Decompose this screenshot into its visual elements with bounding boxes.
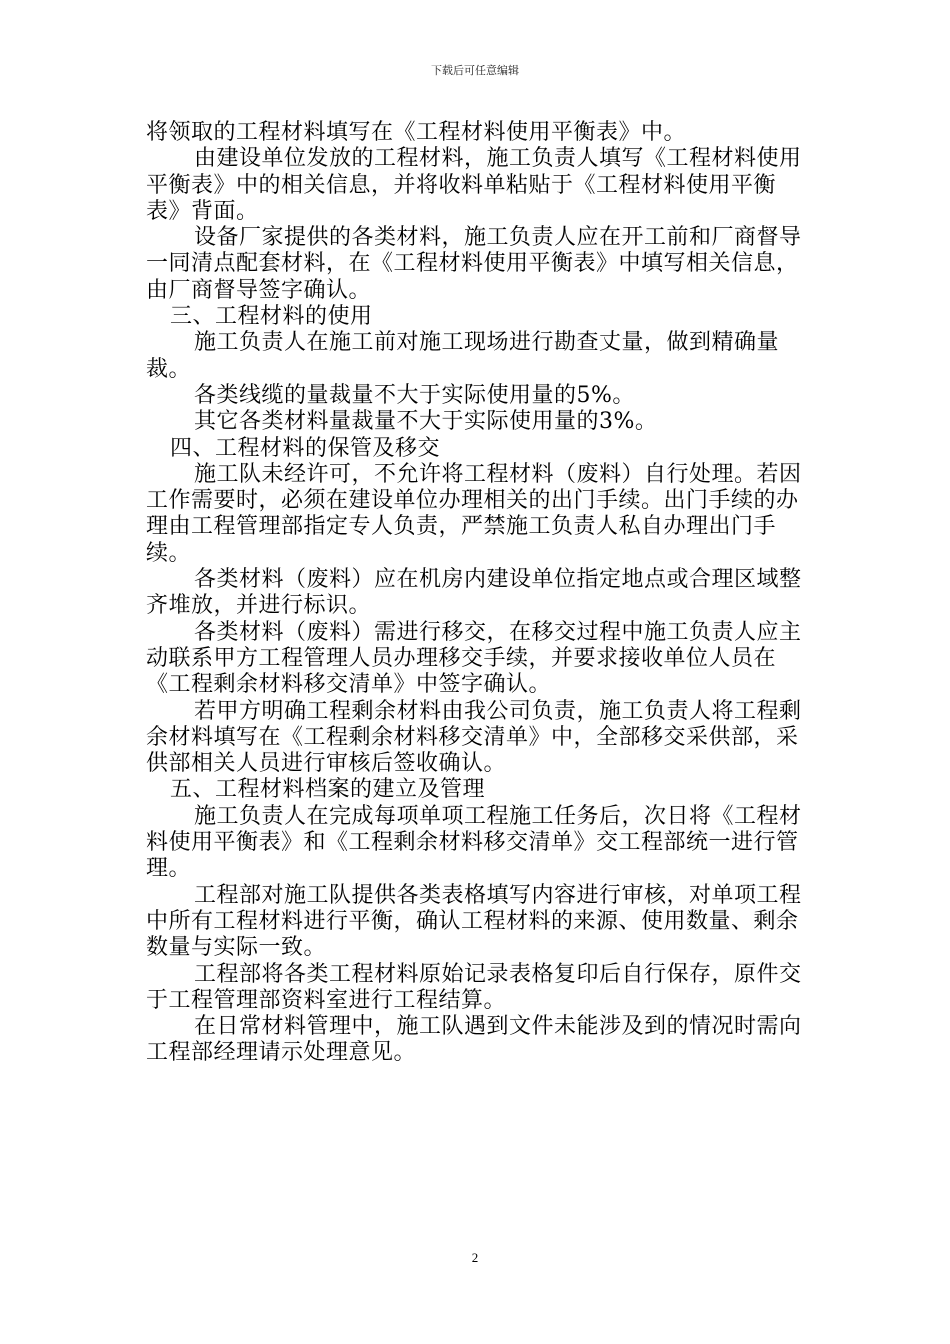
paragraph: 工程部将各类工程材料原始记录表格复印后自行保存，原件交于工程管理部资料室进行工程结算。 bbox=[146, 961, 802, 1013]
paragraph: 施工负责人在完成每项单项工程施工任务后，次日将《工程材料使用平衡表》和《工程剩余材料移交清单》交工程部统一进行管理。 bbox=[146, 803, 802, 882]
page-header: 下载后可任意编辑 bbox=[431, 64, 519, 77]
paragraph: 由建设单位发放的工程材料，施工负责人填写《工程材料使用平衡表》中的相关信息，并将收料单粘贴于《工程材料使用平衡表》背面。 bbox=[146, 146, 802, 224]
paragraph: 工程部对施工队提供各类表格填写内容进行审核，对单项工程中所有工程材料进行平衡，确认工程材料的来源、使用数量、剩余数量与实际一致。 bbox=[146, 882, 802, 961]
paragraph: 其它各类材料量裁量不大于实际使用量的3%。 bbox=[194, 409, 658, 435]
paragraph: 设备厂家提供的各类材料，施工负责人应在开工前和厂商督导一同清点配套材料，在《工程材料使用平衡表》中填写相关信息，由厂商督导签字确认。 bbox=[146, 225, 802, 303]
paragraph: 施工队未经许可，不允许将工程材料（废料）自行处理。若因工作需要时，必须在建设单位办理相关的出门手续。出门手续的办理由工程管理部指定专人负责，严禁施工负责人私自办理出门手续。 bbox=[146, 461, 802, 566]
document-body bbox=[146, 120, 806, 1067]
section-heading: 三、工程材料的使用 bbox=[170, 304, 373, 330]
paragraph: 若甲方明确工程剩余材料由我公司负责，施工负责人将工程剩余材料填写在《工程剩余材料移交清单》中，全部移交采供部，采供部相关人员进行审核后签收确认。 bbox=[146, 698, 802, 777]
paragraph: 将领取的工程材料填写在《工程材料使用平衡表》中。 bbox=[146, 120, 687, 145]
paragraph: 各类材料（废料）需进行移交，在移交过程中施工负责人应主动联系甲方工程管理人员办理移交手续，并要求接收单位人员在《工程剩余材料移交清单》中签字确认。 bbox=[146, 619, 802, 698]
paragraph: 各类材料（废料）应在机房内建设单位指定地点或合理区域整齐堆放，并进行标识。 bbox=[146, 567, 802, 619]
section-heading: 五、工程材料档案的建立及管理 bbox=[170, 777, 486, 803]
page-number: 2 bbox=[471, 1250, 479, 1265]
paragraph: 在日常材料管理中，施工队遇到文件未能涉及到的情况时需向工程部经理请示处理意见。 bbox=[146, 1014, 802, 1066]
paragraph: 各类线缆的量裁量不大于实际使用量的5%。 bbox=[194, 382, 635, 408]
paragraph: 施工负责人在施工前对施工现场进行勘查丈量，做到精确量裁。 bbox=[146, 330, 780, 382]
section-heading: 四、工程材料的保管及移交 bbox=[170, 435, 441, 461]
